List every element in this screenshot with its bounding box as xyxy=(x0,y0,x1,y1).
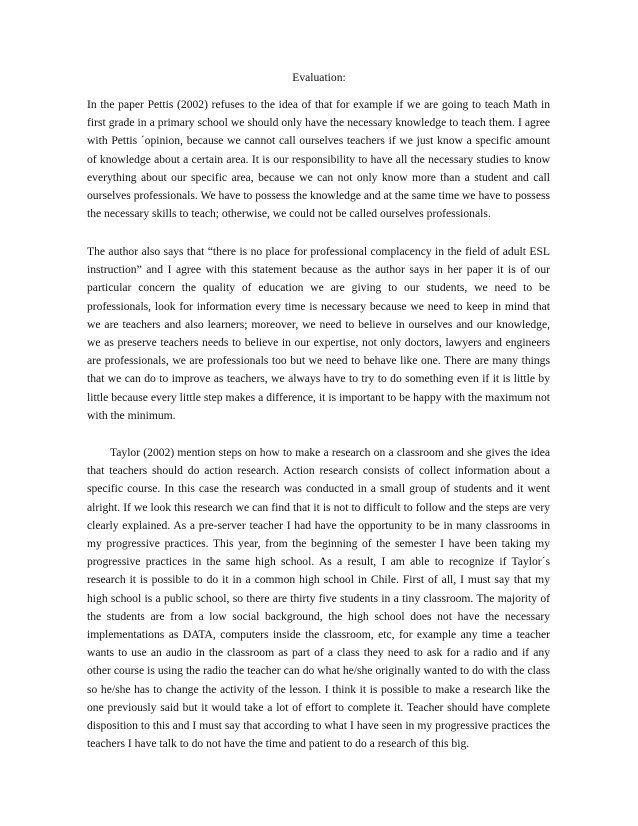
page-title: Evaluation: xyxy=(292,71,346,84)
paragraph-author-quote: The author also says that “there is no place for professional complacency in the field of adult ESL instruction” and I agree with this statement because as the author says in her paper it is of our particular concern the quality of education we are giving to our students, we need to be professionals, look for information every time is necessary because we need to keep in mind that we are teachers and also learners; moreover, we need to believe in ourselves and our knowledge, we as preserve teachers needs to believe in our expertise, not only doctors, lawyers and engineers are professionals, we are professionals too but we need to behave like one. There are many things that we can do to improve as teachers, we always have to try to do something even if it is little by little because every little step makes a difference, it is important to be happy with the maximum not with the minimum. xyxy=(87,245,550,422)
paragraph-pettis: In the paper Pettis (2002) refuses to the idea of that for example if we are going to teach Math in first grade in a primary school we should only have the necessary knowledge to teach them. I agree with Pettis ´opinion, because we cannot call ourselves teachers if we just know a specific amount of knowledge about a certain area. It is our responsibility to have all the necessary studies to know everything about our specific area, because we can not only know more than a student and call ourselves professionals. We have to possess the knowledge and at the same time we have to possess the necessary skills to teach; otherwise, we could not be called ourselves professionals. xyxy=(87,98,550,221)
paragraph-taylor: Taylor (2002) mention steps on how to make a research on a classroom and she gives the idea that teachers should do action research. Action research consists of collect information about a specific course. In this case the research was conducted in a small group of students and it went alright. If we look this research we can find that it is not to difficult to follow and the steps are very clearly explained. As a pre-server teacher I had have the opportunity to be in many classrooms in my progressive practices. This year, from the beginning of the semester I have been taking my progressive practices in the same high school. As a result, I am able to recognize if Taylor´s research it is possible to do it in a common high school in Chile. First of all, I must say that my high school is a public school, so there are thirty five students in a tiny classroom. The majority of the students are from a low social background, the high school does not have the necessary implementations as DATA, computers inside the classroom, etc, for example any time a teacher wants to use an audio in the classroom as part of a class they need to ask for a radio and if any other course is using the radio the teacher can do what he/she originally wanted to do with the class so he/she has to change the activity of the lesson. I think it is possible to make a research like the one previously said but it would take a lot of effort to complete it. Teacher should have complete disposition to this and I must say that according to what I have seen in my progressive practices the teachers I have talk to do not have the time and patient to do a research of this big. xyxy=(87,446,550,751)
